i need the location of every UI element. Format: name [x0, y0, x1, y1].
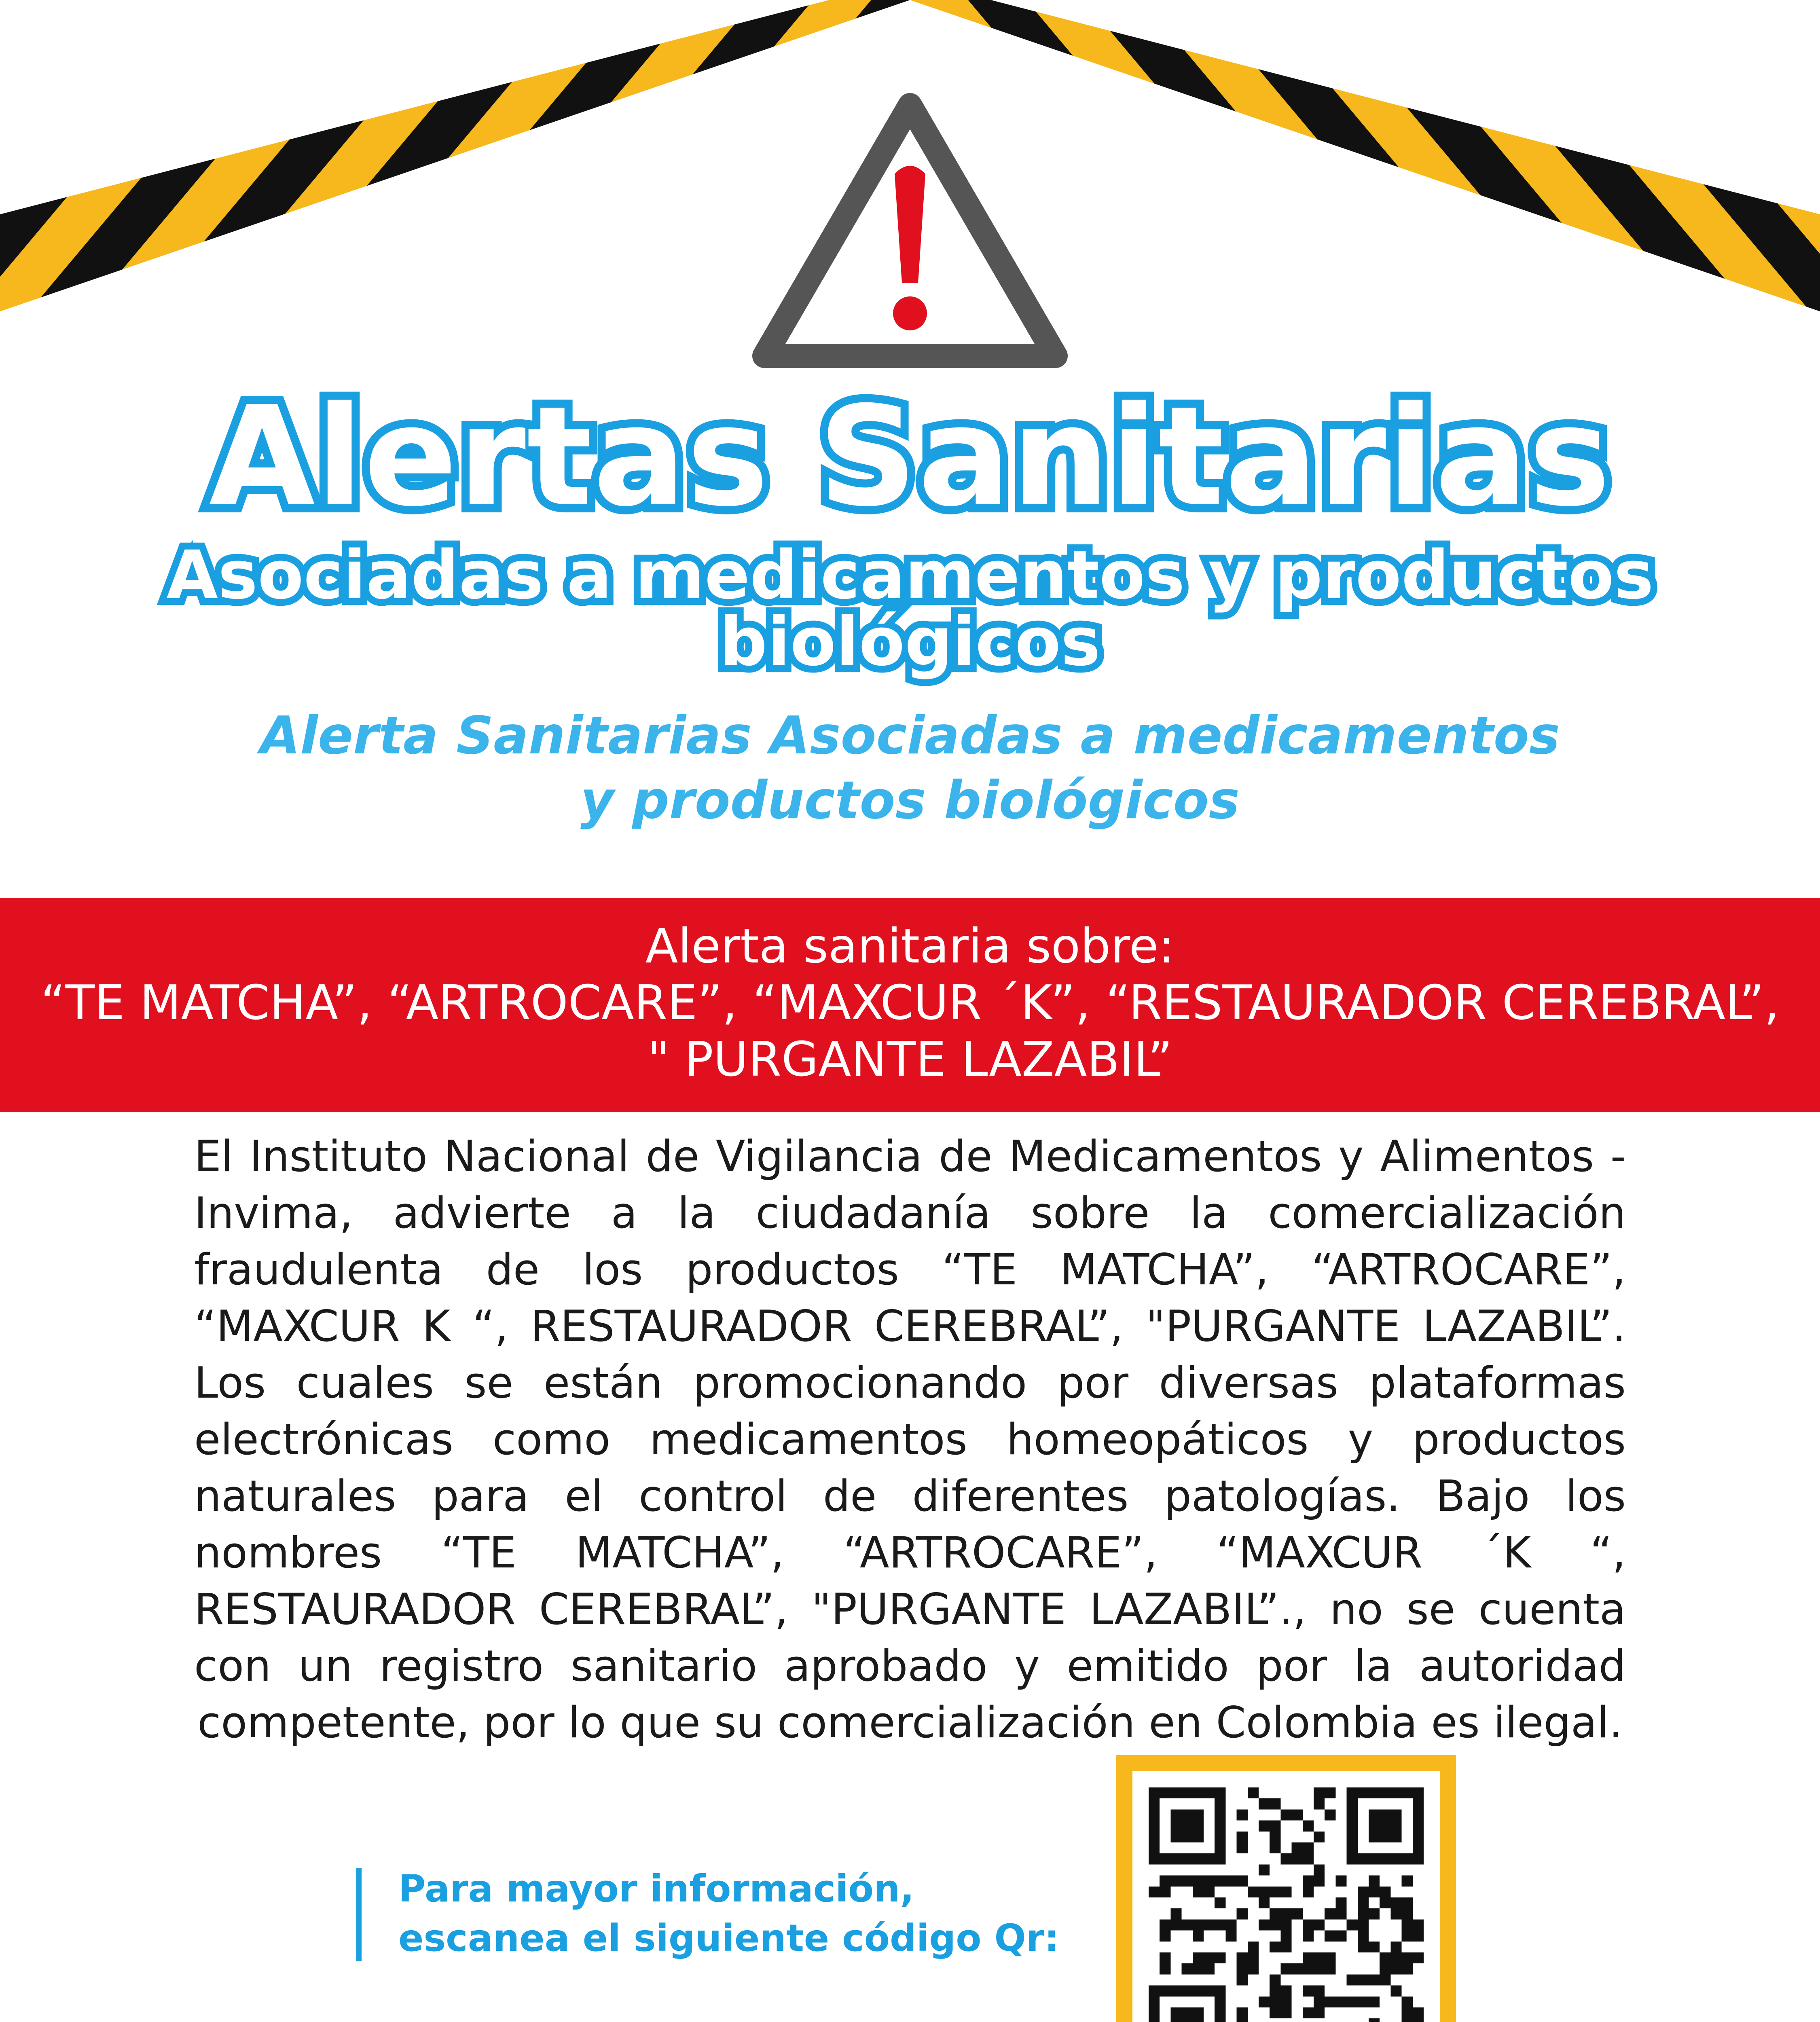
- alert-banner: Alerta sanitaria sobre: “TE MATCHA”, “ARTROCARE”, “MAXCUR ´K”, “RESTAURADOR CEREBRAL”, " PURGANTE LAZABIL”: [0, 898, 1820, 1112]
- page-title: Alertas Sanitarias: [209, 377, 1611, 537]
- warning-triangle-icon: [748, 89, 1072, 380]
- qr-code-icon: [1149, 1787, 1424, 2022]
- qr-label-bar: [356, 1868, 362, 1961]
- qr-label-line2: escanea el siguiente código Qr:: [398, 1916, 1059, 1960]
- qr-label-line1: Para mayor información,: [398, 1867, 914, 1910]
- qr-code-1[interactable]: [1116, 1755, 1456, 2022]
- intro-heading: Alerta Sanitarias Asociadas a medicamentos y productos biológicos: [260, 706, 1560, 831]
- page-subtitle: Asociadas a medicamentos y productos biológicos: [166, 536, 1654, 681]
- alert1-body: El Instituto Nacional de Vigilancia de Medicamentos y Alimentos - Invima, advierte a la ciudadanía sobre la comercialización fraudulenta de los productos “TE MATCHA”, “ARTROCARE”, “MAXCUR K “, RESTAURADOR CEREBRAL”, "PURGANTE LAZABIL”. Los cuales se están promocionando por diversas plataformas electrónicas como medicamentos homeopáticos y productos naturales para el control de diferentes patologías. Bajo los nombres “TE MATCHA”, “ARTROCARE”, “MAXCUR ´K “, RESTAURADOR CEREBRAL”, "PURGANTE LAZABIL”., no se cuenta con un registro sanitario aprobado y emitido por la autoridad competente, por lo que su comercialización en Colombia es ilegal.: [194, 1132, 1626, 1747]
